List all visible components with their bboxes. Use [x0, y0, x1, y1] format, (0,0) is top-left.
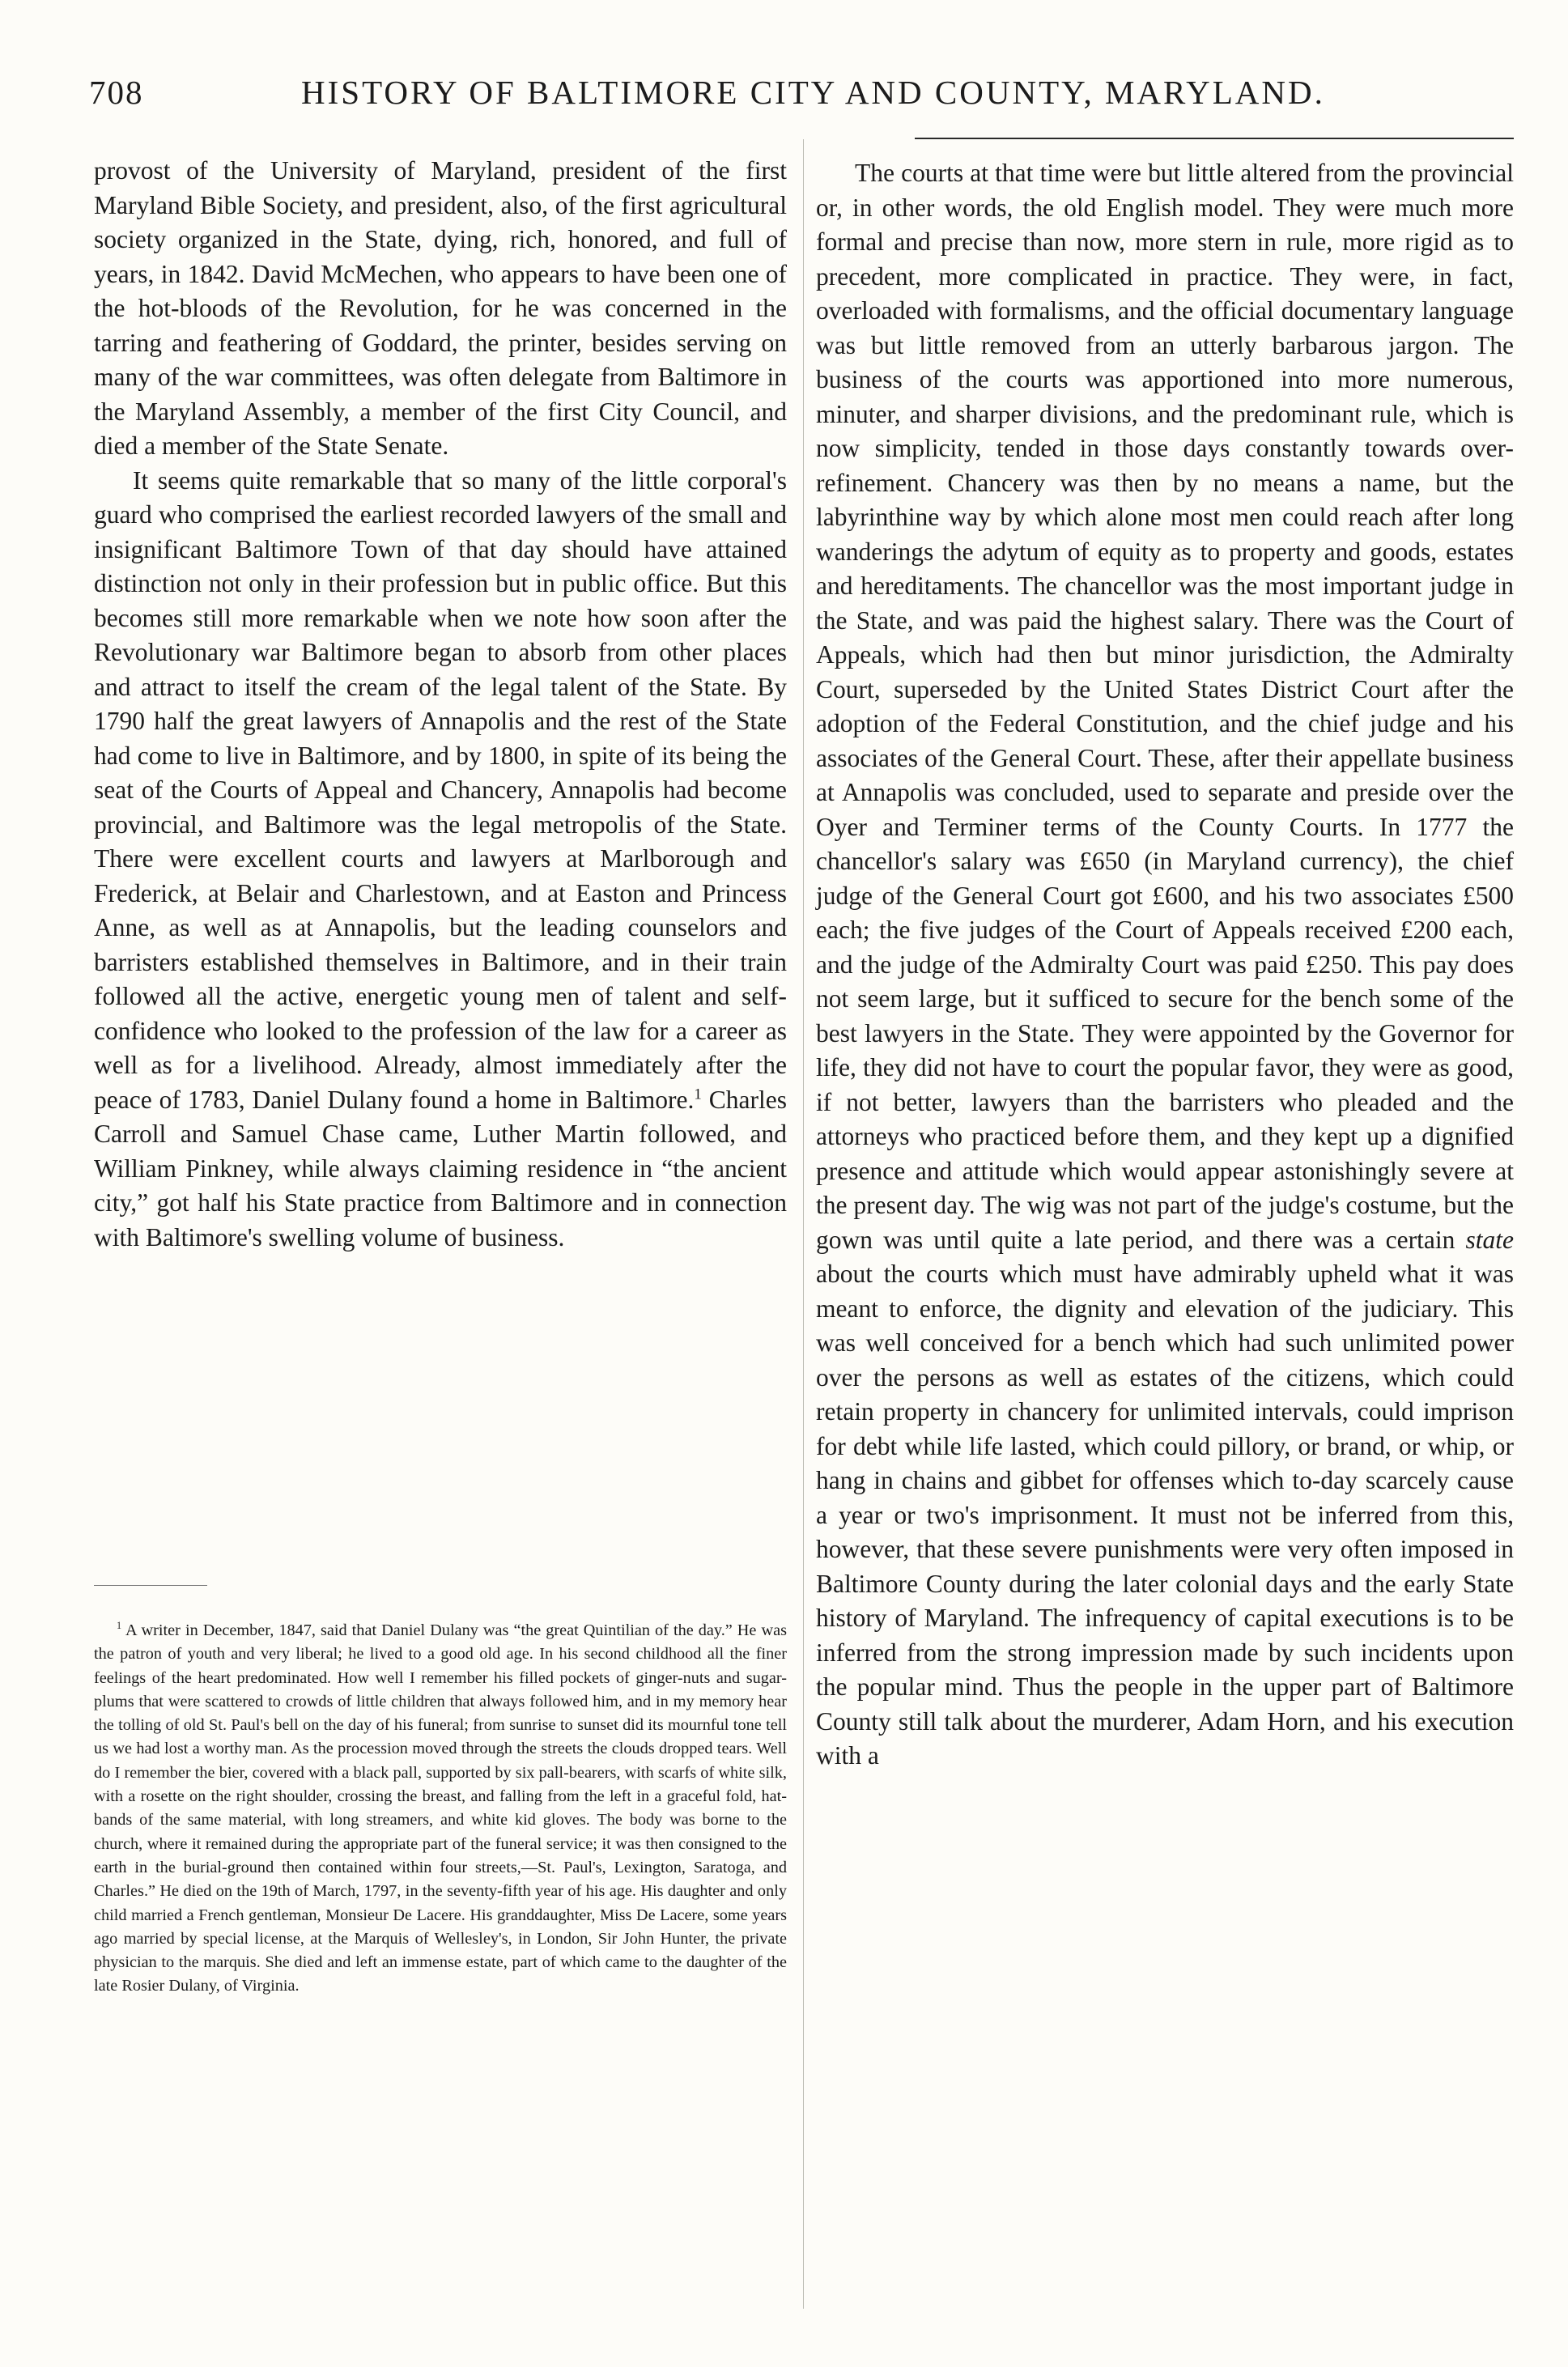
footnote-marker: 1	[117, 1620, 122, 1632]
column-divider	[803, 139, 804, 2309]
footnote-rule	[94, 1585, 207, 1586]
right-column	[816, 156, 1514, 1774]
footnote-reference: 1	[694, 1086, 702, 1103]
paragraph-text: Charles Carroll and Samuel Chase came, Luther Martin followed, and William Pinkney, while always claiming residence in “the ancient city,” got half his State practice from Baltimore and in connection with Baltimore's swelling volume of business.	[94, 1085, 787, 1251]
footnote-body: A writer in December, 1847, said that Daniel Dulany was “the great Quintilian of the day.” He was the patron of youth and very liberal; he lived to a good old age. In his second childhood all the finer feelings of the heart predominated. How well I remember his filled pockets of ginger-nuts and sugar-plums that were scattered to crowds of little children that always followed him, and in my memory hear the tolling of old St. Paul's bell on the day of his funeral; from sunrise to sunset did its mournful tone tell us we had lost a worthy man. As the procession moved through the streets the clouds dropped tears. Well do I remember the bier, covered with a black pall, supported by six pall-bearers, with scarfs of white silk, with a rosette on the right shoulder, crossing the breast, and falling from the left in a graceful fold, hat-bands of the same material, with long streamers, and white kid gloves. The body was borne to the church, where it remained during the appropriate part of the funeral service; it was then consigned to the earth in the burial-ground then contained within four streets,—St. Paul's, Lexington, Saratoga, and Charles.” He died on the 19th of March, 1797, in the seventy-fifth year of his age. His daughter and only child married a French gentleman, Monsieur De Lacere. His granddaughter, Miss De Lacere, some years ago married by special license, at the Marquis of Wellesley's, in London, Sir John Hunter, the private physician to the marquis. She died and left an immense estate, part of which came to the daughter of the late Rosier Dulany, of Virginia.	[94, 1621, 787, 1995]
running-header	[89, 73, 1392, 121]
running-title: HISTORY OF BALTIMORE CITY AND COUNTY, MARYLAND.	[301, 74, 1325, 111]
paragraph-continued: provost of the University of Maryland, president of the first Maryland Bible Society, and president, also, of the first agricultural society organized in the State, dying, rich, honored, and full of years, in 1842. David McMechen, who appears to have been one of the hot-bloods of the Revolution, for he was concerned in the tarring and feathering of Goddard, the printer, besides serving on many of the war committees, was often delegate from Baltimore in the Maryland Assembly, a member of the first City Council, and died a member of the State Senate.	[94, 156, 787, 460]
paragraph-text: about the courts which must have admirably upheld what it was meant to enforce, the dignity and elevation of the judiciary. This was well conceived for a bench which had such unlimited power over the persons as well as estates of the citizens, which could retain property in chancery for unlimited intervals, could imprison for debt while life lasted, which could pillory, or brand, or whip, or hang in chains and gibbet for offenses which to-day scarcely cause a year or two's imprisonment. It must not be inferred from this, however, that these severe punishments were very often imposed in Baltimore County during the later colonial days and the early State history of Maryland. The infrequency of capital executions is to be inferred from the strong impression made by such incidents upon the popular mind. Thus the people in the upper part of Baltimore County still talk about the murderer, Adam Horn, and his execution with a	[816, 1260, 1514, 1770]
footnote	[94, 1619, 787, 1999]
paragraph-text: It seems quite remarkable that so many of the little corporal's guard who comprised the earliest recorded lawyers of the small and insignificant Baltimore Town of that day should have attained distinction not only in their profession but in public office. But this becomes still more remarkable when we note how soon after the Revolutionary war Baltimore began to absorb from other places and attract to itself the cream of the legal talent of the State. By 1790 half the great lawyers of Annapolis and the rest of the State had come to live in Baltimore, and by 1800, in spite of its being the seat of the Courts of Appeal and Chancery, Annapolis had become provincial, and Baltimore was the legal metropolis of the State. There were excellent courts and lawyers at Marlborough and Frederick, at Belair and Charlestown, and at Easton and Princess Anne, as well as at Annapolis, but the leading counselors and barristers established themselves in Baltimore, and in their train followed all the active, energetic young men of talent and self-confidence who looked to the profession of the law for a career as well as for a livelihood. Already, almost immediately after the peace of 1783, Daniel Dulany found a home in Baltimore.	[94, 465, 787, 1114]
footnote-text	[94, 1619, 787, 1999]
paragraph-courts	[816, 156, 1514, 1774]
top-rule	[915, 138, 1514, 139]
page-number: 708	[89, 74, 144, 111]
paragraph-text: The courts at that time were but little altered from the provincial or, in other words, the old English model. They were much more formal and precise than now, more stern in rule, more rigid as to precedent, more complicated in practice. They were, in fact, overloaded with formalisms, and the official documentary language was but little removed from an utterly barbarous jargon. The business of the courts was apportioned into more numerous, minuter, and sharper divisions, and the predominant rule, which is now simplicity, tended in those days constantly towards over-refinement. Chancery was then by no means a name, but the labyrinthine way by which alone most men could reach after long wanderings the adytum of equity as to property and goods, estates and hereditaments. The chancellor was the most important judge in the State, and was paid the highest salary. There was the Court of Appeals, which had then but minor jurisdiction, the Admiralty Court, superseded by the United States District Court after the adoption of the Federal Constitution, and the chief judge and his associates of the General Court. These, after their appellate business at Annapolis was concluded, used to separate and preside over the Oyer and Terminer terms of the County Courts. In 1777 the chancellor's salary was £650 (in Maryland currency), the chief judge of the General Court got £600, and his two associates £500 each; the five judges of the Court of Appeals received £200 each, and the judge of the Admiralty Court was paid £250. This pay does not seem large, but it sufficed to secure for the bench some of the best lawyers in the State. They were appointed by the Governor for life, they did not have to court the popular favor, they were as good, if not better, lawyers than the barristers who pleaded and the attorneys who practiced before them, and they kept up a dignified presence and attitude which would appear astonishingly severe at the present day. The wig was not part of the judge's costume, but the gown was until quite a late period, and there was a certain	[816, 159, 1514, 1254]
left-column	[94, 154, 787, 1255]
italic-word: state	[1465, 1225, 1514, 1254]
paragraph-lawyers	[94, 464, 787, 1256]
